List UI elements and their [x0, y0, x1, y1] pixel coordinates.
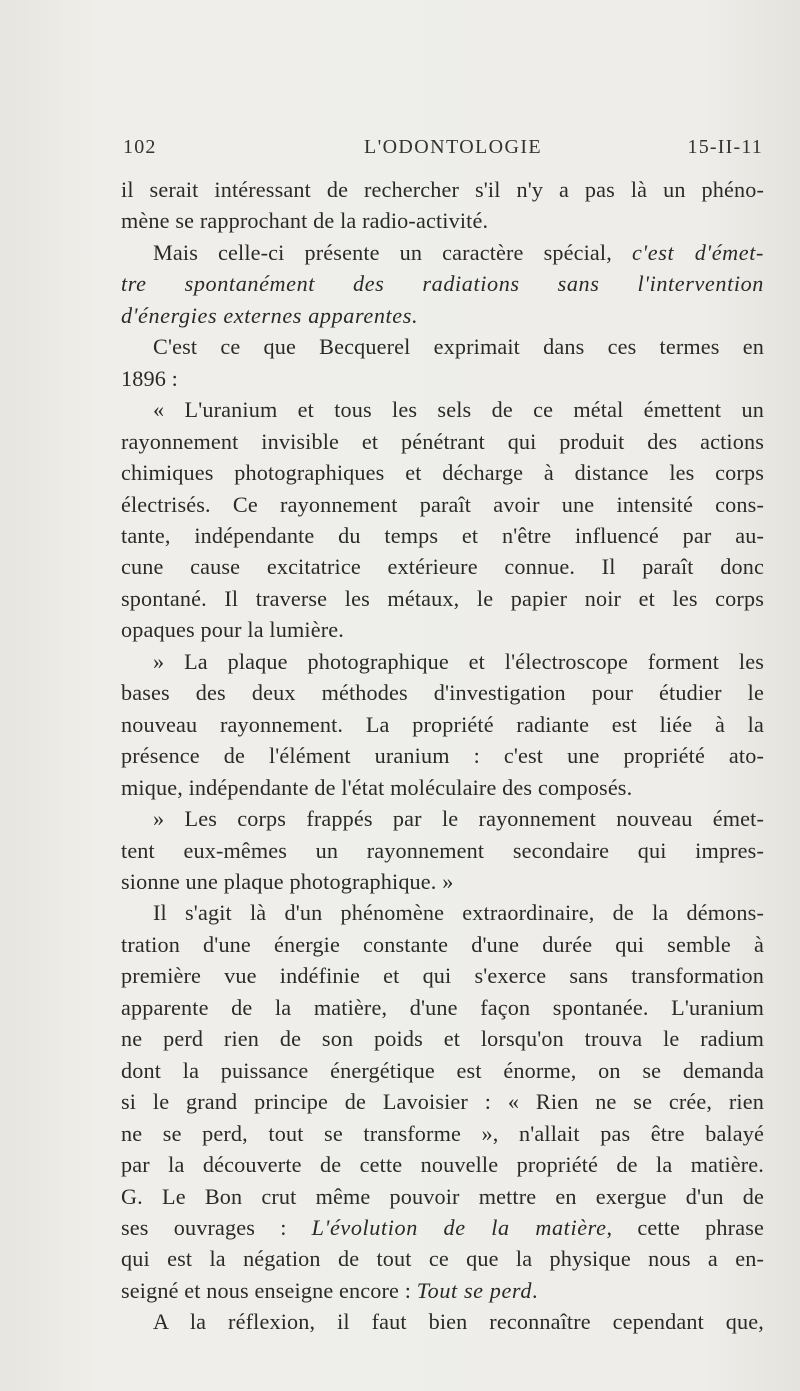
text-line: bases des deux méthodes d'investigation pour étudier le	[121, 680, 764, 706]
text-line: » La plaque photographique et l'électroscope forment les	[153, 648, 764, 674]
text-line: rayonnement invisible et pénétrant qui produit des actions	[121, 428, 764, 454]
text-line: 1896 :	[121, 365, 178, 391]
text-line: tre spontanément des radiations sans l'intervention	[121, 271, 764, 297]
text-line: seigné et nous enseigne encore : Tout se perd.	[121, 1277, 538, 1303]
text-line: qui est la négation de tout ce que la physique nous a en-	[121, 1246, 764, 1272]
text-line: mène se rapprochant de la radio-activité.	[121, 208, 489, 234]
text-line: ses ouvrages : L'évolution de la matière, cette phrase	[121, 1214, 764, 1240]
text-line: chimiques photographiques et décharge à distance les corps	[121, 460, 764, 486]
page-number: 102	[123, 136, 157, 158]
text-line: opaques pour la lumière.	[121, 617, 344, 643]
text-line: G. Le Bon crut même pouvoir mettre en exergue d'un de	[121, 1183, 764, 1209]
text-line: par la découverte de cette nouvelle propriété de la matière.	[121, 1152, 764, 1178]
text-line: ne se perd, tout se transforme », n'allait pas être balayé	[121, 1120, 764, 1146]
text-line: il serait intéressant de rechercher s'il n'y a pas là un phéno-	[121, 177, 764, 202]
text-line: d'énergies externes apparentes.	[121, 302, 419, 328]
text-line: dont la puissance énergétique est énorme, on se demanda	[121, 1057, 764, 1083]
text-line: Il s'agit là d'un phénomène extraordinaire, de la démons-	[153, 900, 764, 926]
journal-title: L'ODONTOLOGIE	[363, 136, 543, 158]
text-line: apparente de la matière, d'une façon spontanée. L'uranium	[121, 994, 764, 1020]
text-line: Mais celle-ci présente un caractère spécial, c'est d'émet-	[153, 239, 764, 265]
running-header	[123, 136, 763, 164]
text-line: spontané. Il traverse les métaux, le papier noir et les corps	[121, 585, 764, 611]
text-line: » Les corps frappés par le rayonnement nouveau émet-	[153, 806, 764, 832]
issue-date: 15-II-11	[687, 136, 763, 158]
text-line: mique, indépendante de l'état moléculaire des composés.	[121, 774, 633, 800]
body-text	[121, 174, 764, 1338]
text-line: sionne une plaque photographique. »	[121, 868, 454, 894]
text-line: ne perd rien de son poids et lorsqu'on trouva le radium	[121, 1026, 764, 1052]
text-line: présence de l'élément uranium : c'est une propriété ato-	[121, 743, 764, 769]
text-line: première vue indéfinie et qui s'exerce sans transformation	[121, 963, 764, 989]
text-line: cune cause excitatrice extérieure connue. Il paraît donc	[121, 554, 764, 580]
text-line: tent eux-mêmes un rayonnement secondaire qui impres-	[121, 837, 764, 863]
text-line: C'est ce que Becquerel exprimait dans ces termes en	[153, 334, 764, 360]
text-line: électrisés. Ce rayonnement paraît avoir une intensité cons-	[121, 491, 764, 517]
text-line: tante, indépendante du temps et n'être influencé par au-	[121, 522, 764, 548]
text-line: tration d'une énergie constante d'une durée qui semble à	[121, 931, 764, 957]
text-line: « L'uranium et tous les sels de ce métal émettent un	[153, 397, 764, 423]
text-line: A la réflexion, il faut bien reconnaître cependant que,	[153, 1309, 764, 1335]
text-line: si le grand principe de Lavoisier : « Rien ne se crée, rien	[121, 1089, 764, 1115]
text-line: nouveau rayonnement. La propriété radiante est liée à la	[121, 711, 764, 737]
